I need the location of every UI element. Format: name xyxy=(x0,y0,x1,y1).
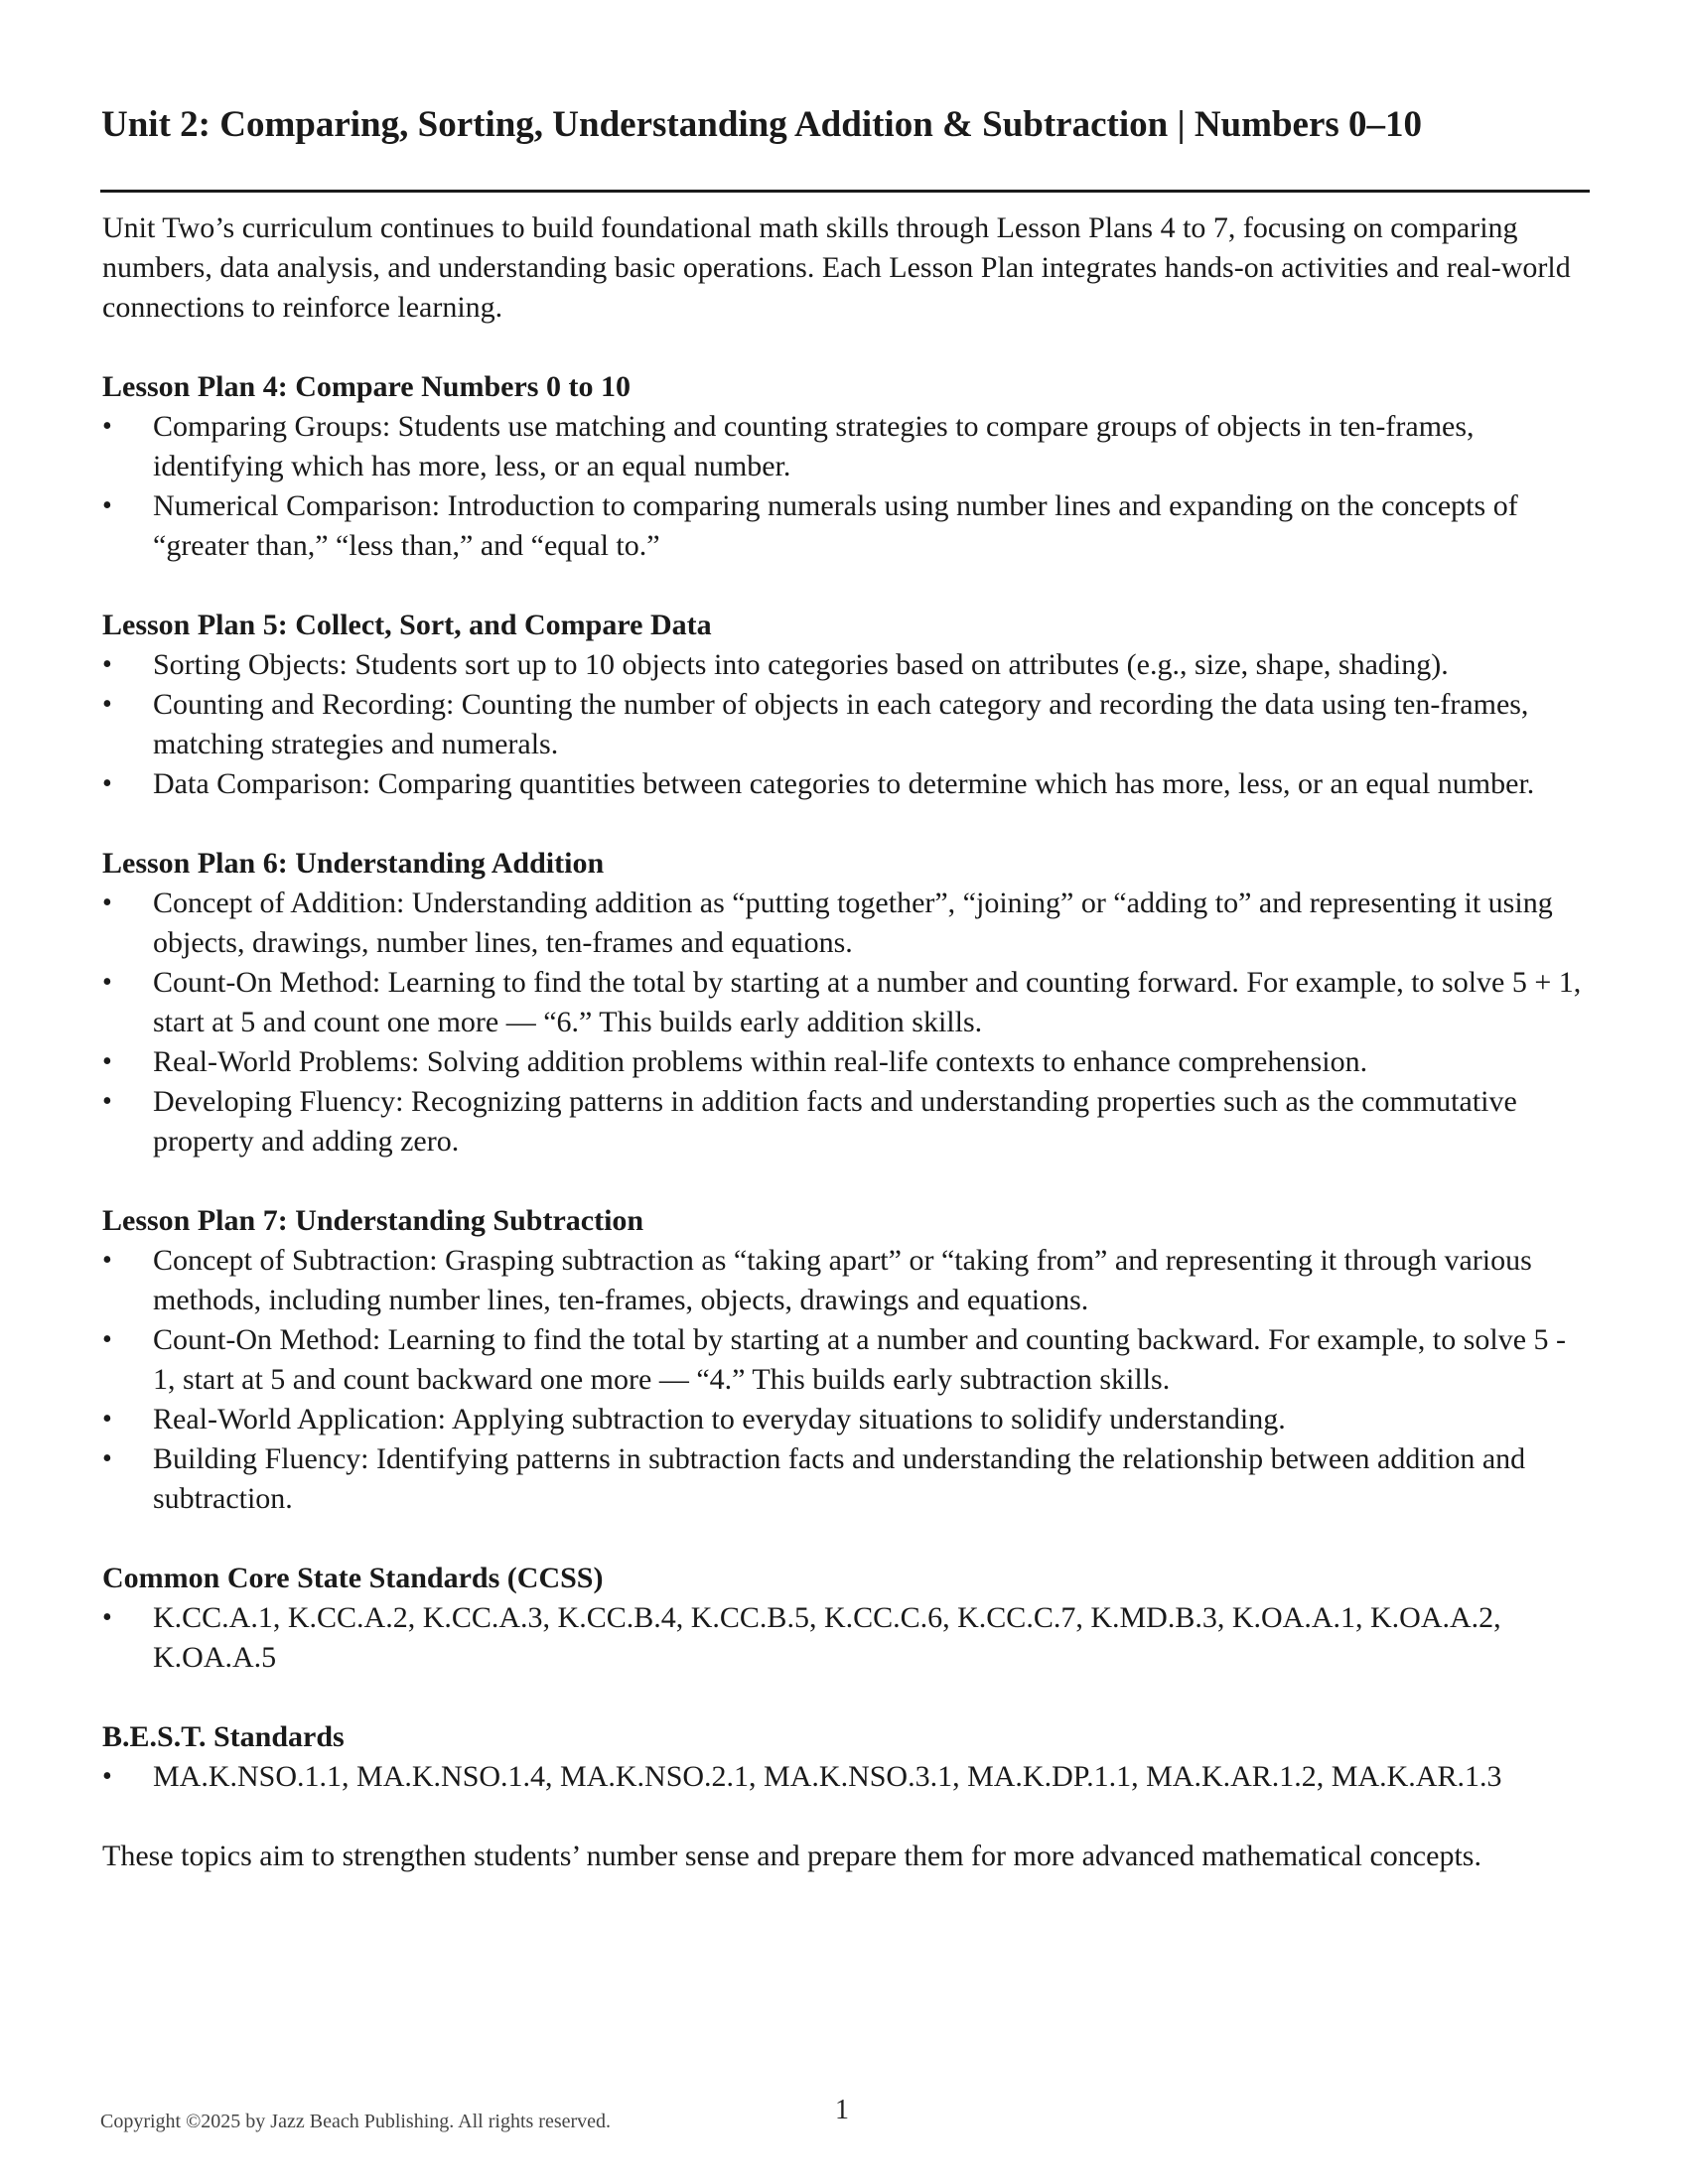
section-best-standards xyxy=(102,1717,1592,1797)
bullet-list xyxy=(102,1757,1592,1797)
title-divider xyxy=(100,190,1590,193)
bullet-item: • Data Comparison: Comparing quantities between categories to determine which has more, less, or an equal number. xyxy=(102,764,1592,804)
bullet-list xyxy=(102,407,1592,566)
bullet-item: • Comparing Groups: Students use matching and counting strategies to compare groups of objects in ten-frames, identifying which has more, less, or an equal number. xyxy=(102,407,1592,486)
section-heading: Lesson Plan 7: Understanding Subtraction xyxy=(102,1204,644,1237)
bullet-list xyxy=(102,1241,1592,1519)
main-content xyxy=(102,208,1592,1876)
copyright-notice: Copyright ©2025 by Jazz Beach Publishing. All rights reserved. xyxy=(100,2111,612,2132)
page-number: 1 xyxy=(835,2095,849,2125)
bullet-item: • Real-World Problems: Solving addition problems within real-life contexts to enhance comprehension. xyxy=(102,1042,1592,1082)
bullet-item: • Counting and Recording: Counting the number of objects in each category and recording the data using ten-frames, matching strategies and numerals. xyxy=(102,685,1592,764)
section-ccss-standards xyxy=(102,1559,1592,1678)
closing-paragraph: These topics aim to strengthen students’ number sense and prepare them for more advanced mathematical concepts. xyxy=(102,1840,1481,1872)
bullet-item: • Count-On Method: Learning to find the total by starting at a number and counting backward. For example, to solve 5 - 1, start at 5 and count backward one more — “4.” This builds early subtraction skills. xyxy=(102,1320,1592,1400)
bullet-item: • Real-World Application: Applying subtraction to everyday situations to solidify understanding. xyxy=(102,1400,1592,1439)
section-lesson-plan-7 xyxy=(102,1201,1592,1519)
section-lesson-plan-6 xyxy=(102,844,1592,1161)
section-heading: Common Core State Standards (CCSS) xyxy=(102,1562,604,1594)
page-title: Unit 2: Comparing, Sorting, Understanding Addition & Subtraction | Numbers 0–10 xyxy=(101,104,1423,145)
bullet-item: • Concept of Subtraction: Grasping subtraction as “taking apart” or “taking from” and representing it through various methods, including number lines, ten-frames, objects, drawings and equations. xyxy=(102,1241,1592,1320)
section-lesson-plan-5 xyxy=(102,606,1592,804)
bullet-item: • Concept of Addition: Understanding addition as “putting together”, “joining” or “adding to” and representing it using objects, drawings, number lines, ten-frames and equations. xyxy=(102,884,1592,963)
bullet-item: • Developing Fluency: Recognizing patterns in addition facts and understanding properties such as the commutative property and adding zero. xyxy=(102,1082,1592,1161)
bullet-item: • Count-On Method: Learning to find the total by starting at a number and counting forward. For example, to solve 5 + 1, start at 5 and count one more — “6.” This builds early addition skills. xyxy=(102,963,1592,1042)
bullet-list xyxy=(102,884,1592,1161)
section-heading: Lesson Plan 5: Collect, Sort, and Compare Data xyxy=(102,609,712,641)
bullet-list xyxy=(102,1598,1592,1678)
bullet-item: • Numerical Comparison: Introduction to comparing numerals using number lines and expanding on the concepts of “greater than,” “less than,” and “equal to.” xyxy=(102,486,1592,566)
section-heading: Lesson Plan 4: Compare Numbers 0 to 10 xyxy=(102,370,631,403)
bullet-item: • Building Fluency: Identifying patterns in subtraction facts and understanding the relationship between addition and subtraction. xyxy=(102,1439,1592,1519)
intro-paragraph: Unit Two’s curriculum continues to build foundational math skills through Lesson Plans 4 to 7, focusing on comparing numbers, data analysis, and understanding basic operations. Each Lesson Plan integrates hands-on activities and real-world connections to reinforce learning. xyxy=(102,211,1571,324)
bullet-list xyxy=(102,645,1592,804)
section-heading: B.E.S.T. Standards xyxy=(102,1720,345,1753)
bullet-item: • MA.K.NSO.1.1, MA.K.NSO.1.4, MA.K.NSO.2.1, MA.K.NSO.3.1, MA.K.DP.1.1, MA.K.AR.1.2, MA.K.AR.1.3 xyxy=(102,1757,1592,1797)
section-lesson-plan-4 xyxy=(102,367,1592,566)
bullet-item: • Sorting Objects: Students sort up to 10 objects into categories based on attributes (e.g., size, shape, shading). xyxy=(102,645,1592,685)
section-heading: Lesson Plan 6: Understanding Addition xyxy=(102,847,605,880)
bullet-item: • K.CC.A.1, K.CC.A.2, K.CC.A.3, K.CC.B.4, K.CC.B.5, K.CC.C.6, K.CC.C.7, K.MD.B.3, K.OA.A.1, K.OA.A.2, K.OA.A.5 xyxy=(102,1598,1592,1678)
